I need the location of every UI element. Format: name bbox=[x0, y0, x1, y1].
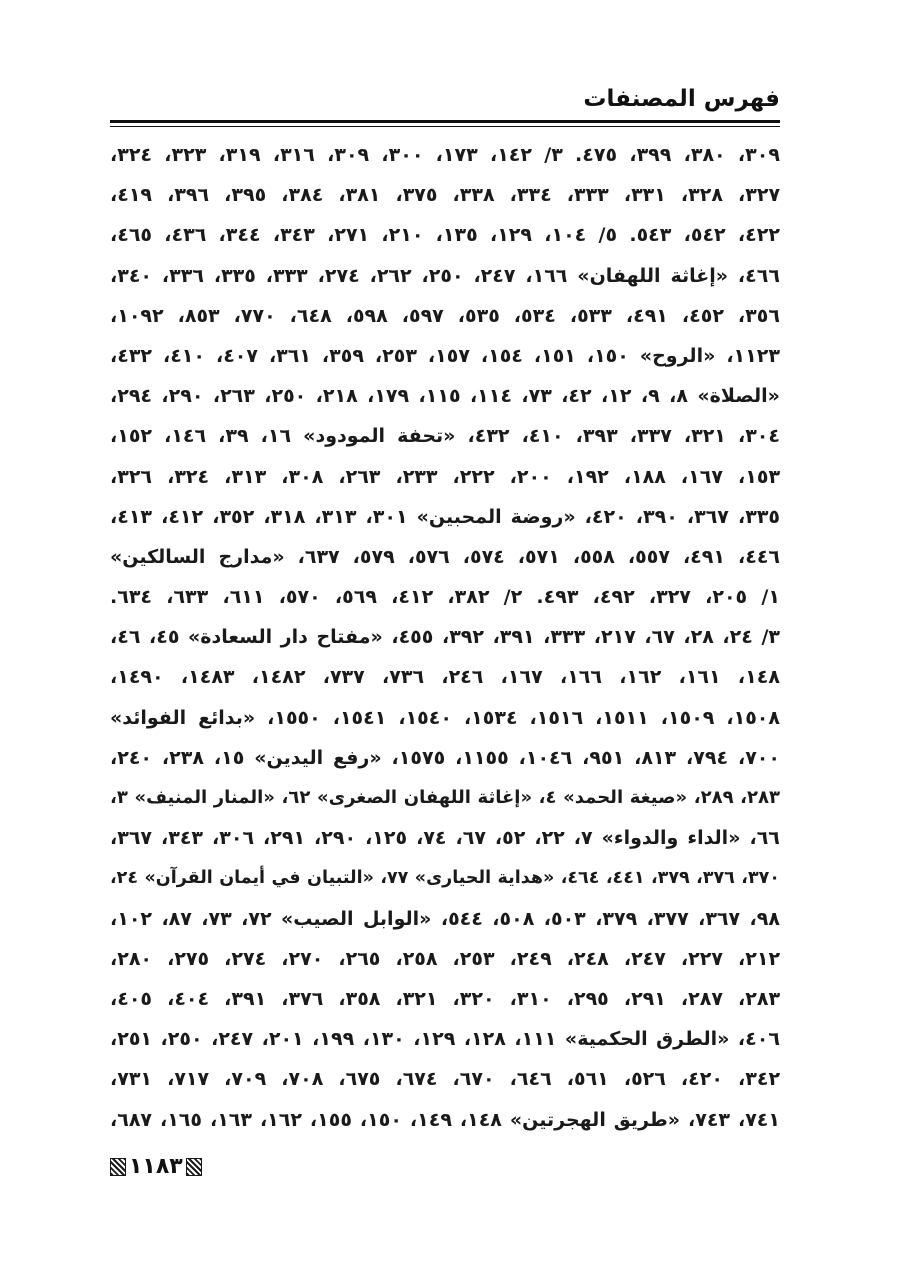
index-line: ٢٨٣، ٢٨٧، ٢٩١، ٢٩٥، ٣١٠، ٣٢٠، ٣٢١، ٣٥٨، ٣٧٦، ٣٩١، ٤٠٤، ٤٠٥، bbox=[110, 987, 780, 1010]
header-rule-thick bbox=[110, 120, 780, 123]
page-header bbox=[110, 82, 780, 122]
page-number: ١١٨٣ bbox=[129, 1154, 183, 1179]
index-line: ٩٨، ٣٦٧، ٣٧٧، ٣٧٩، ٥٠٣، ٥٠٨، ٥٤٤، «الوابل الصيب» ٧٢، ٧٣، ٨٧، ١٠٢، bbox=[110, 907, 780, 930]
index-line: ٣٢٧، ٣٢٨، ٣٣١، ٣٣٣، ٣٣٤، ٣٣٨، ٣٧٥، ٣٨١، ٣٨٤، ٣٩٥، ٣٩٦، ٤١٩، bbox=[110, 184, 780, 207]
index-line: ٧٠٠، ٧٩٤، ٨١٣، ٩٥١، ١٠٤٦، ١١٥٥، ١٥٧٥، «رفع اليدين» ١٥، ٢٣٨، ٢٤٠، bbox=[110, 746, 780, 769]
header-rule-thin bbox=[110, 126, 780, 127]
ornament-icon bbox=[186, 1158, 202, 1176]
index-line: ٧٤١، ٧٤٣، «طريق الهجرتين» ١٤٨، ١٤٩، ١٥٠، ١٥٥، ١٦٢، ١٦٣، ١٦٥، ٦٨٧، bbox=[110, 1108, 780, 1131]
index-line: ٣٠٩، ٣٨٠، ٣٩٩، ٤٧٥. ٣/ ١٤٢، ١٧٣، ٣٠٠، ٣٠٩، ٣١٦، ٣١٩، ٣٢٣، ٣٢٤، bbox=[110, 144, 780, 166]
index-line: ٣٣٥، ٣٦٧، ٣٩٠، ٤٢٠، «روضة المحبين» ٣٠١، ٣١٣، ٣١٨، ٣٥٢، ٤١٢، ٤١٣، bbox=[110, 505, 780, 528]
index-line: ٤٦٦، «إغاثة اللهفان» ١٦٦، ٢٤٧، ٢٥٠، ٢٦٢، ٢٧٤، ٣٣٣، ٣٣٥، ٣٣٦، ٣٤٠، bbox=[110, 264, 780, 287]
index-line: ٣٤٢، ٤٢٠، ٥٢٦، ٥٦١، ٦٤٦، ٦٧٠، ٦٧٤، ٦٧٥، ٧٠٨، ٧٠٩، ٧١٧، ٧٣١، bbox=[110, 1068, 780, 1091]
index-line: ٣٠٤، ٣٢١، ٣٣٧، ٣٩٣، ٤١٠، ٤٣٢، «تحفة المودود» ١٦، ٣٩، ١٤٦، ١٥٢، bbox=[110, 425, 780, 448]
index-line: ٦٦، «الداء والدواء» ٧، ٢٢، ٥٢، ٦٧، ٧٤، ١٢٥، ٢٩٠، ٢٩١، ٣٠٦، ٣٤٣، ٣٦٧، bbox=[110, 827, 780, 850]
index-line: ٤٤٦، ٤٩١، ٥٥٧، ٥٥٨، ٥٧١، ٥٧٤، ٥٧٦، ٥٧٩، ٦٣٧، «مدارج السالكين» bbox=[110, 545, 780, 568]
index-line: ١/ ٢٠٥، ٣٢٧، ٤٩٢، ٤٩٣. ٢/ ٣٨٢، ٤١٢، ٥٦٩، ٥٧٠، ٦١١، ٦٣٣، ٦٣٤. bbox=[110, 586, 780, 609]
page-footer bbox=[110, 1152, 202, 1182]
ornament-icon bbox=[110, 1158, 126, 1176]
index-line: «الصلاة» ٨، ٩، ١٢، ٤٢، ٧٣، ١١٤، ١١٥، ١٧٩، ٢١٨، ٢٥٠، ٢٦٣، ٢٩٠، ٢٩٤، bbox=[110, 385, 780, 408]
index-body bbox=[110, 135, 780, 1140]
index-line: ١٤٨، ١٦١، ١٦٢، ١٦٦، ١٦٧، ٢٤٦، ٧٣٦، ٧٣٧، ١٤٨٢، ١٤٨٣، ١٤٩٠، bbox=[110, 666, 780, 689]
index-line: ١٥٠٨، ١٥٠٩، ١٥١١، ١٥١٦، ١٥٣٤، ١٥٤٠، ١٥٤١، ١٥٥٠، «بدائع الفوائد» bbox=[110, 706, 780, 729]
page-title: فهرس المصنفات bbox=[583, 86, 780, 112]
index-line: ٤٠٦، «الطرق الحكمية» ١١١، ١٢٨، ١٢٩، ١٣٠، ١٩٩، ٢٠١، ٢٤٧، ٢٥٠، ٢٥١، bbox=[110, 1028, 780, 1051]
index-line: ١٥٣، ١٦٧، ١٨٨، ١٩٢، ٢٠٠، ٢٢٢، ٢٣٣، ٢٦٣، ٣٠٨، ٣١٣، ٣٢٤، ٣٢٦، bbox=[110, 465, 780, 488]
index-line: ١١٢٣، «الروح» ١٥٠، ١٥١، ١٥٤، ١٥٧، ٢٥٣، ٣٥٩، ٣٦١، ٤٠٧، ٤١٠، ٤٣٢، bbox=[110, 344, 780, 367]
index-line: ٣٧٠، ٣٧٦، ٣٧٩، ٤٤١، ٤٦٤، «هداية الحيارى» ٧٧، «التبيان في أيمان القرآن» ٢٤، bbox=[110, 868, 780, 889]
index-line: ٢٨٣، ٢٨٩، «صيغة الحمد» ٤، «إغاثة اللهفان الصغرى» ٦٢، «المنار المنيف» ٣، bbox=[110, 787, 780, 808]
index-line: ٢١٢، ٢٢٧، ٢٤٧، ٢٤٨، ٢٤٩، ٢٥٣، ٢٥٨، ٢٦٥، ٢٧٠، ٢٧٤، ٢٧٥، ٢٨٠، bbox=[110, 947, 780, 970]
index-line: ٣/ ٢٤، ٢٨، ٦٧، ٢١٧، ٣٣٣، ٣٩١، ٣٩٢، ٤٥٥، «مفتاح دار السعادة» ٤٥، ٤٦، bbox=[110, 626, 780, 649]
index-line: ٤٢٢، ٥٤٢، ٥٤٣. ٥/ ١٠٤، ١٢٩، ١٣٥، ٢١٠، ٢٧١، ٣٤٣، ٣٤٤، ٤٣٦، ٤٦٥، bbox=[110, 224, 780, 247]
index-line: ٣٥٦، ٤٥٢، ٤٩١، ٥٣٣، ٥٣٤، ٥٣٥، ٥٩٧، ٥٩٨، ٦٤٨، ٧٧٠، ٨٥٣، ١٠٩٢، bbox=[110, 304, 780, 327]
